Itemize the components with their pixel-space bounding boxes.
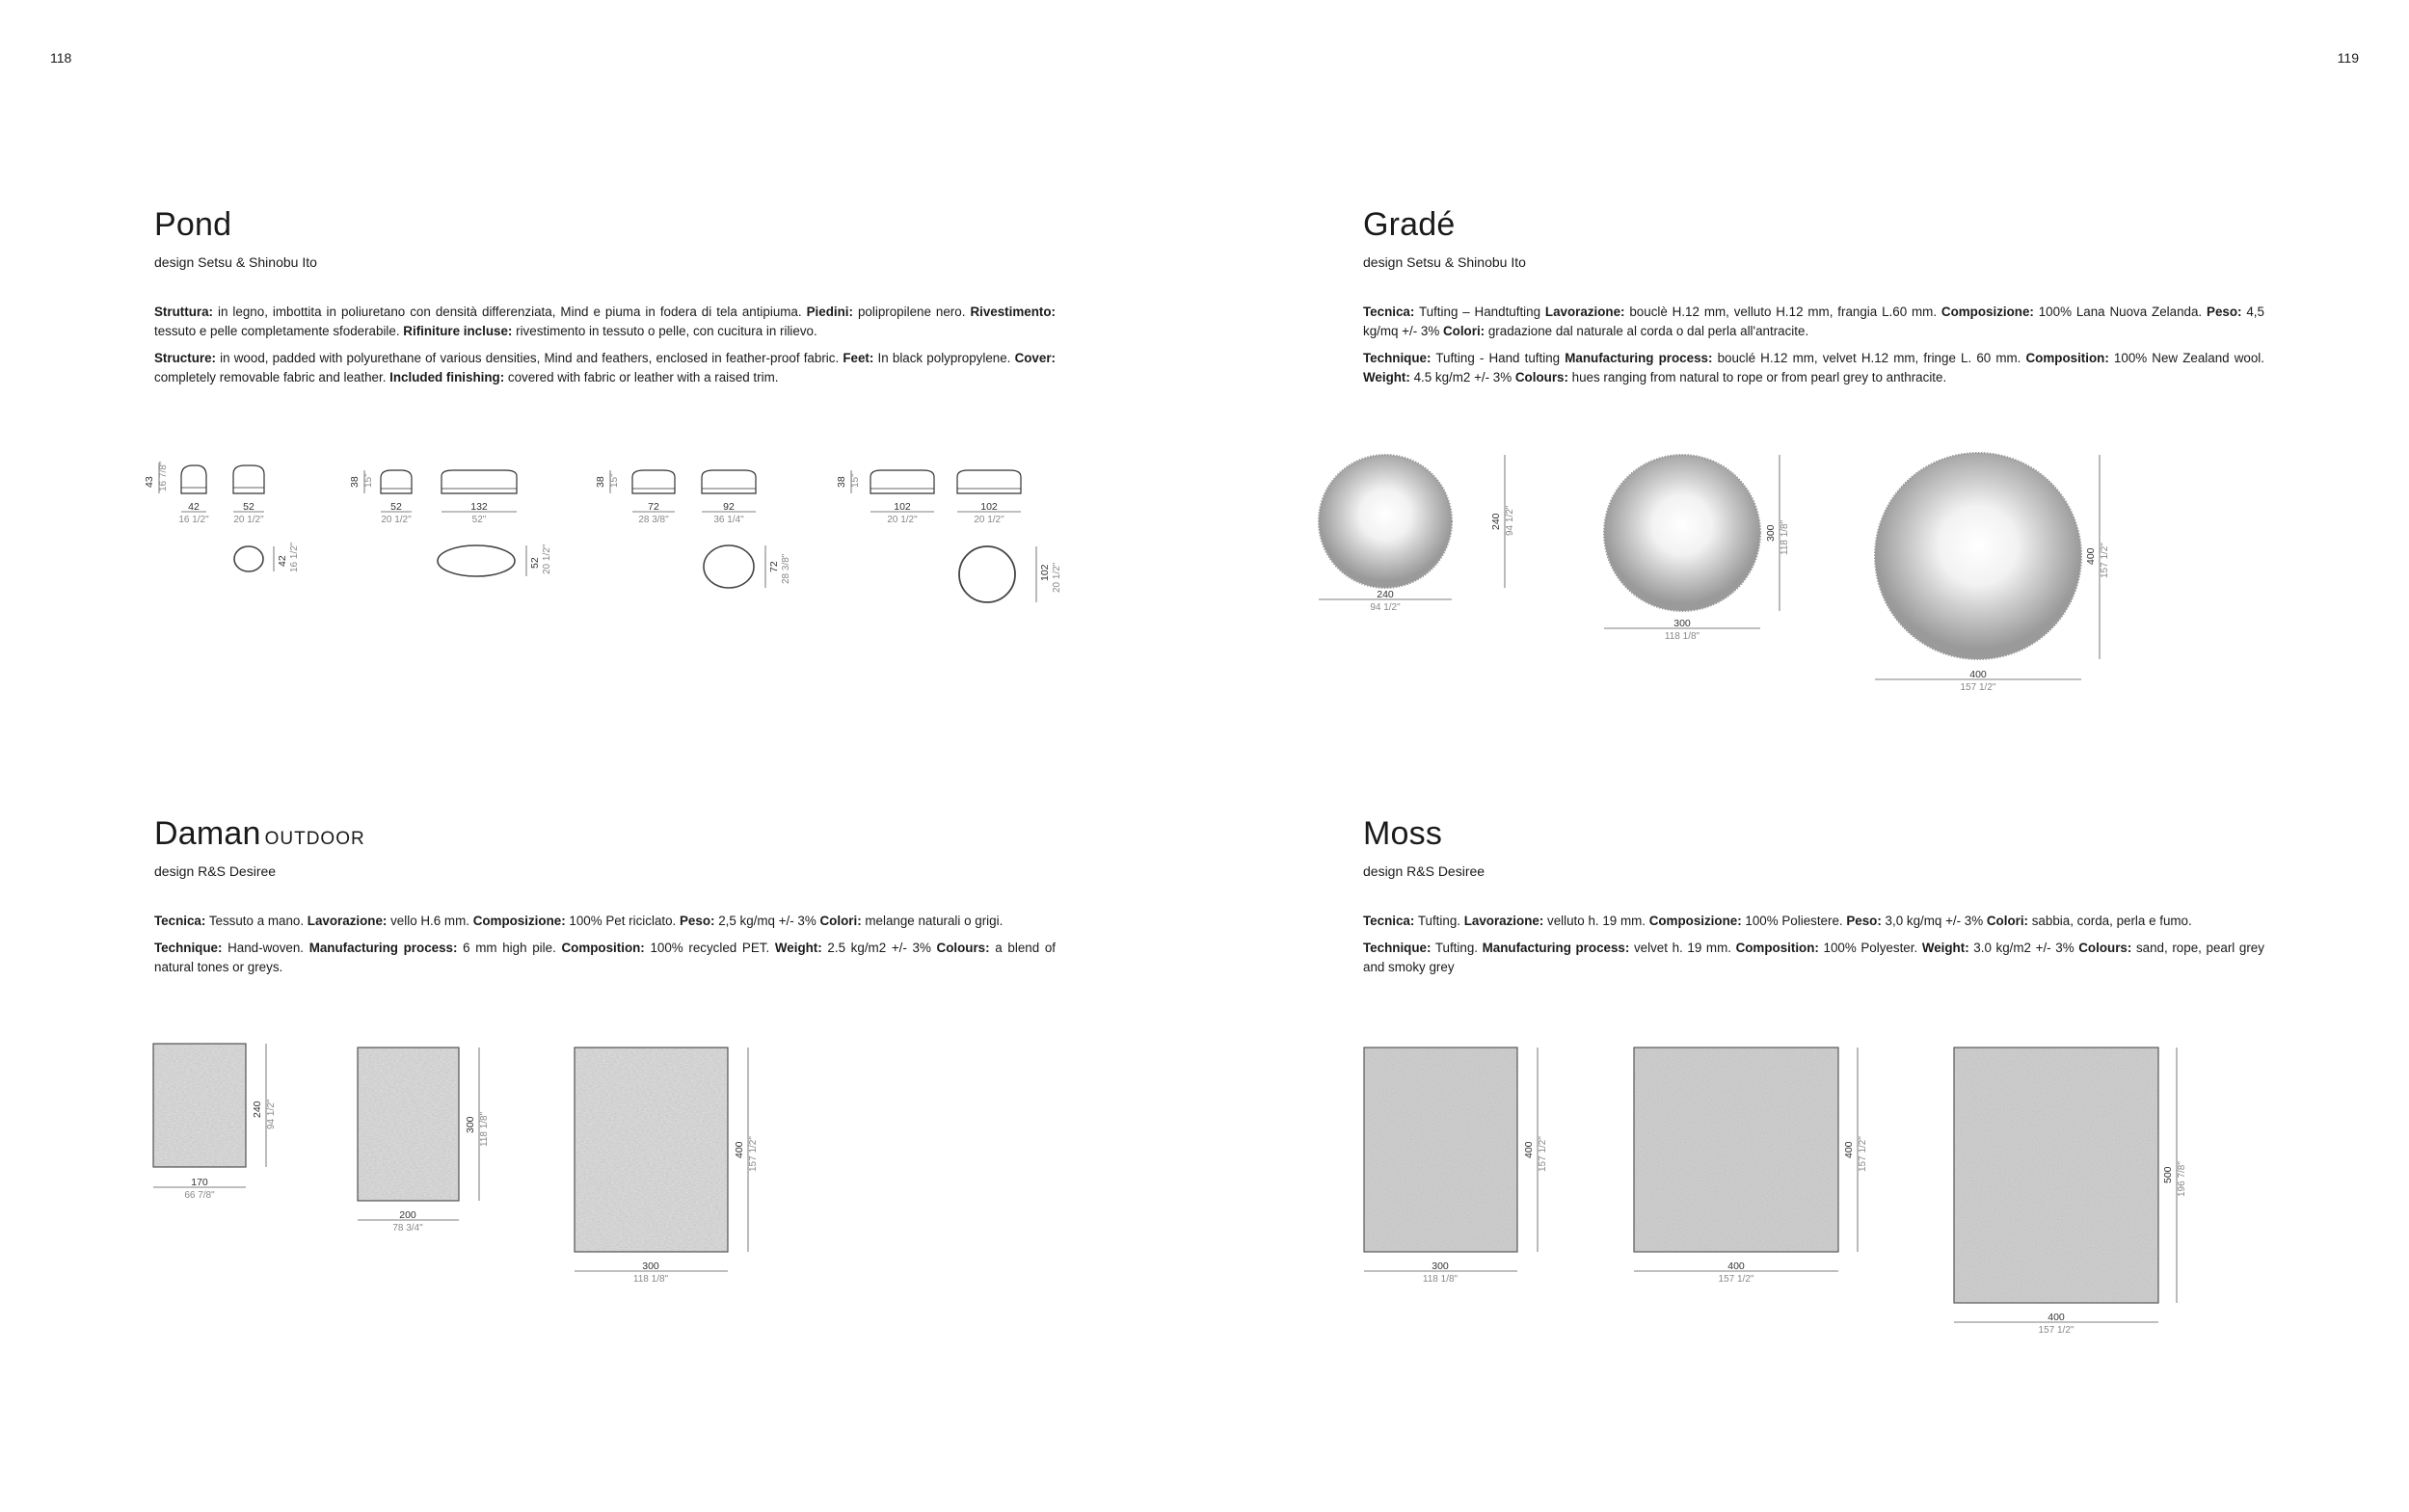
pond-g4-top bbox=[959, 546, 1015, 602]
pond-title: Pond bbox=[154, 206, 232, 243]
daman-rug-3-h: 400 bbox=[734, 1141, 745, 1158]
pond-description bbox=[154, 303, 1056, 387]
moss-rug-1-h-in: 157 1/2" bbox=[1538, 1136, 1548, 1172]
page-number-right: 119 bbox=[2337, 50, 2359, 66]
grade-rug-240 bbox=[1319, 455, 1515, 613]
page-number-left: 118 bbox=[50, 50, 72, 66]
grade-description bbox=[1363, 303, 2264, 387]
daman-description bbox=[154, 912, 1056, 977]
daman-rug-300x400 bbox=[575, 1048, 759, 1285]
grade-rug-300-circle bbox=[1604, 455, 1760, 611]
pond-g1-top bbox=[234, 546, 263, 571]
grade-rug-400 bbox=[1875, 453, 2110, 693]
pond-g3-side-2 bbox=[702, 470, 756, 493]
pond-g1-height-in: 16 7/8" bbox=[158, 461, 169, 491]
moss-rug-1-h: 400 bbox=[1523, 1141, 1535, 1158]
grade-rug-400-h-in: 157 1/2" bbox=[2100, 543, 2110, 578]
daman-rug-1-w-in: 66 7/8" bbox=[184, 1190, 215, 1201]
grade-rug-240-circle bbox=[1319, 455, 1452, 588]
pond-group-4 bbox=[836, 470, 1062, 602]
pond-g3-top-w: 72 bbox=[768, 561, 780, 572]
pond-g2-top-w-in: 20 1/2" bbox=[542, 544, 552, 574]
pond-g3-top bbox=[704, 545, 754, 588]
grade-rug-400-circle bbox=[1875, 453, 2081, 659]
pond-g3-w2-in: 36 1/4" bbox=[713, 515, 744, 525]
pond-g4-w1-in: 20 1/2" bbox=[887, 515, 918, 525]
moss-title: Moss bbox=[1363, 815, 1443, 852]
pond-g3-w1: 72 bbox=[648, 501, 659, 513]
pond-g3-w1-in: 28 3/8" bbox=[638, 515, 669, 525]
moss-rug-300x400 bbox=[1364, 1048, 1548, 1285]
moss-rug-2-w-in: 157 1/2" bbox=[1718, 1274, 1754, 1285]
pond-g4-top-w: 102 bbox=[1039, 564, 1051, 581]
pond-g2-side-2 bbox=[442, 470, 517, 493]
moss-rug-2-h-in: 157 1/2" bbox=[1858, 1136, 1868, 1172]
daman-rug-2-h-in: 118 1/8" bbox=[479, 1111, 490, 1147]
daman-outdoor-tag: OUTDOOR bbox=[264, 829, 365, 849]
daman-rug-3-w-in: 118 1/8" bbox=[632, 1274, 669, 1285]
daman-rug-2-h: 300 bbox=[465, 1116, 476, 1133]
daman-rug-1-w: 170 bbox=[191, 1177, 208, 1188]
pond-g1-side-1 bbox=[181, 465, 206, 493]
grade-rug-300-w-in: 118 1/8" bbox=[1664, 631, 1700, 642]
grade-rug-240-h-in: 94 1/2" bbox=[1505, 505, 1515, 536]
grade-rug-400-w: 400 bbox=[1969, 669, 1987, 680]
daman-title: Daman bbox=[154, 815, 261, 852]
pond-g4-w2: 102 bbox=[980, 501, 998, 513]
pond-g4-w2-in: 20 1/2" bbox=[974, 515, 1004, 525]
moss-section bbox=[1363, 817, 2264, 985]
pond-g4-side-2 bbox=[957, 470, 1021, 493]
pond-group-3 bbox=[595, 470, 791, 588]
pond-g2-height: 38 bbox=[349, 476, 361, 488]
pond-g4-height: 38 bbox=[836, 476, 847, 488]
moss-description bbox=[1363, 912, 2264, 977]
pond-g3-height: 38 bbox=[595, 476, 606, 488]
moss-rug-3-w-in: 157 1/2" bbox=[2038, 1325, 2074, 1336]
moss-rug-1-w-in: 118 1/8" bbox=[1422, 1274, 1459, 1285]
pond-drawings bbox=[0, 453, 1204, 626]
moss-designer: design R&S Desiree bbox=[1363, 863, 1486, 879]
pond-g2-w2: 132 bbox=[470, 501, 488, 513]
grade-rug-300 bbox=[1604, 455, 1790, 642]
pond-g1-side-2 bbox=[233, 465, 264, 493]
grade-rug-400-w-in: 157 1/2" bbox=[1960, 682, 1996, 693]
pond-description-it: Struttura: in legno, imbottita in poliuretano con densità differenziata, Mind e piuma in fodera di tela antipiuma. Piedini: polipropilene nero. Rivestimento: tessuto e pelle completamente sfoderabile. Rifiniture incluse: rivestimento in tessuto o pelle, con cucitura in rilievo. bbox=[154, 305, 1056, 338]
grade-description-en: Technique: Tufting - Hand tufting Manufacturing process: bouclé H.12 mm, velvet H.12 mm, fringe L. 60 mm. Composition: 100% New Zealand wool. Weight: 4.5 kg/m2 +/- 3% Colours: hues ranging from natural to rope or from pearl grey to anthracite. bbox=[1363, 351, 2264, 385]
daman-title-row bbox=[154, 817, 1056, 850]
pond-g3-height-in: 15" bbox=[609, 473, 620, 488]
pond-description-en: Structure: in wood, padded with polyurethane of various densities, Mind and feathers, enclosed in feather-proof fabric. Feet: In black polypropylene. Cover: completely removable fabric and leather. Included finishing: covered with fabric or leather with a raised trim. bbox=[154, 351, 1056, 385]
pond-g1-top-w-in: 16 1/2" bbox=[289, 542, 300, 572]
moss-description-it: Tecnica: Tufting. Lavorazione: velluto h. 19 mm. Composizione: 100% Poliestere. Peso: 3,0 kg/mq +/- 3% Colori: sabbia, corda, perla e fumo. bbox=[1363, 914, 2192, 928]
daman-drawings bbox=[0, 1041, 1204, 1291]
pond-g2-w2-in: 52" bbox=[471, 515, 487, 525]
pond-group-2 bbox=[349, 470, 552, 576]
daman-rug-1-h-in: 94 1/2" bbox=[266, 1099, 277, 1129]
daman-designer: design R&S Desiree bbox=[154, 863, 277, 879]
moss-rug-2-h: 400 bbox=[1843, 1141, 1855, 1158]
pond-g1-height: 43 bbox=[144, 476, 155, 488]
grade-rug-240-h: 240 bbox=[1490, 513, 1502, 530]
daman-rug-3-h-in: 157 1/2" bbox=[748, 1136, 759, 1172]
pond-g4-top-w-in: 20 1/2" bbox=[1052, 562, 1062, 593]
daman-rug-2-w-in: 78 3/4" bbox=[392, 1223, 423, 1233]
pond-g3-side-1 bbox=[632, 470, 675, 493]
pond-g1-w1: 42 bbox=[188, 501, 200, 513]
pond-g2-w1-in: 20 1/2" bbox=[381, 515, 412, 525]
pond-g1-w2-in: 20 1/2" bbox=[233, 515, 264, 525]
moss-rug-3-h: 500 bbox=[2162, 1166, 2174, 1183]
pond-g1-top-w: 42 bbox=[277, 555, 288, 567]
moss-drawings bbox=[1204, 1041, 2409, 1340]
pond-g4-side-1 bbox=[870, 470, 934, 493]
pond-section bbox=[154, 208, 1056, 395]
grade-description-it: Tecnica: Tufting – Handtufting Lavorazione: bouclè H.12 mm, velluto H.12 mm, frangia L.60 mm. Composizione: 100% Lana Nuova Zelanda. Peso: 4,5 kg/mq +/- 3% Colori: gradazione dal naturale al corda o dal perla all'antracite. bbox=[1363, 305, 2264, 338]
daman-rug-170x240 bbox=[153, 1044, 277, 1201]
pond-g3-top-w-in: 28 3/8" bbox=[781, 553, 791, 584]
pond-g2-side-1 bbox=[381, 470, 412, 493]
moss-rug-3-h-in: 196 7/8" bbox=[2177, 1161, 2187, 1197]
daman-rug-3-w: 300 bbox=[642, 1260, 659, 1272]
daman-description-it: Tecnica: Tessuto a mano. Lavorazione: vello H.6 mm. Composizione: 100% Pet riciclato. Peso: 2,5 kg/mq +/- 3% Colori: melange naturali o grigi. bbox=[154, 914, 1004, 928]
grade-rug-300-h: 300 bbox=[1765, 524, 1777, 542]
pond-g2-top-w: 52 bbox=[529, 557, 541, 569]
moss-rug-3-w: 400 bbox=[2048, 1312, 2065, 1323]
pond-g2-height-in: 15" bbox=[363, 473, 374, 488]
pond-g1-w2: 52 bbox=[243, 501, 254, 513]
pond-group-1 bbox=[144, 461, 300, 572]
pond-g4-height-in: 15" bbox=[850, 473, 861, 488]
moss-rug-400x500 bbox=[1954, 1048, 2187, 1336]
grade-rug-300-w: 300 bbox=[1673, 618, 1691, 629]
pond-designer: design Setsu & Shinobu Ito bbox=[154, 254, 317, 270]
grade-rug-240-w: 240 bbox=[1377, 589, 1394, 600]
grade-designer: design Setsu & Shinobu Ito bbox=[1363, 254, 1526, 270]
daman-rug-200x300 bbox=[358, 1048, 490, 1233]
moss-rug-1-w: 300 bbox=[1432, 1260, 1449, 1272]
pond-g2-w1: 52 bbox=[390, 501, 402, 513]
moss-description-en: Technique: Tufting. Manufacturing process: velvet h. 19 mm. Composition: 100% Polyester. Weight: 3.0 kg/m2 +/- 3% Colours: sand, rope, pearl grey and smoky grey bbox=[1363, 941, 2264, 974]
pond-g4-w1: 102 bbox=[894, 501, 911, 513]
grade-rug-240-w-in: 94 1/2" bbox=[1370, 602, 1401, 613]
daman-section bbox=[154, 817, 1056, 985]
grade-rug-400-h: 400 bbox=[2085, 547, 2097, 565]
daman-rug-2-w: 200 bbox=[399, 1209, 416, 1221]
daman-rug-1-h: 240 bbox=[252, 1101, 263, 1118]
pond-g2-top bbox=[438, 545, 515, 576]
grade-title: Gradé bbox=[1363, 206, 1456, 243]
grade-section bbox=[1363, 208, 2264, 395]
grade-drawings bbox=[1204, 443, 2409, 703]
pond-g3-w2: 92 bbox=[723, 501, 735, 513]
moss-rug-2-w: 400 bbox=[1727, 1260, 1745, 1272]
daman-description-en: Technique: Hand-woven. Manufacturing process: 6 mm high pile. Composition: 100% recycled PET. Weight: 2.5 kg/m2 +/- 3% Colours: a blend of natural tones or greys. bbox=[154, 941, 1057, 974]
pond-g1-w1-in: 16 1/2" bbox=[178, 515, 209, 525]
grade-rug-300-h-in: 118 1/8" bbox=[1780, 519, 1790, 555]
moss-rug-400x400 bbox=[1634, 1048, 1868, 1285]
